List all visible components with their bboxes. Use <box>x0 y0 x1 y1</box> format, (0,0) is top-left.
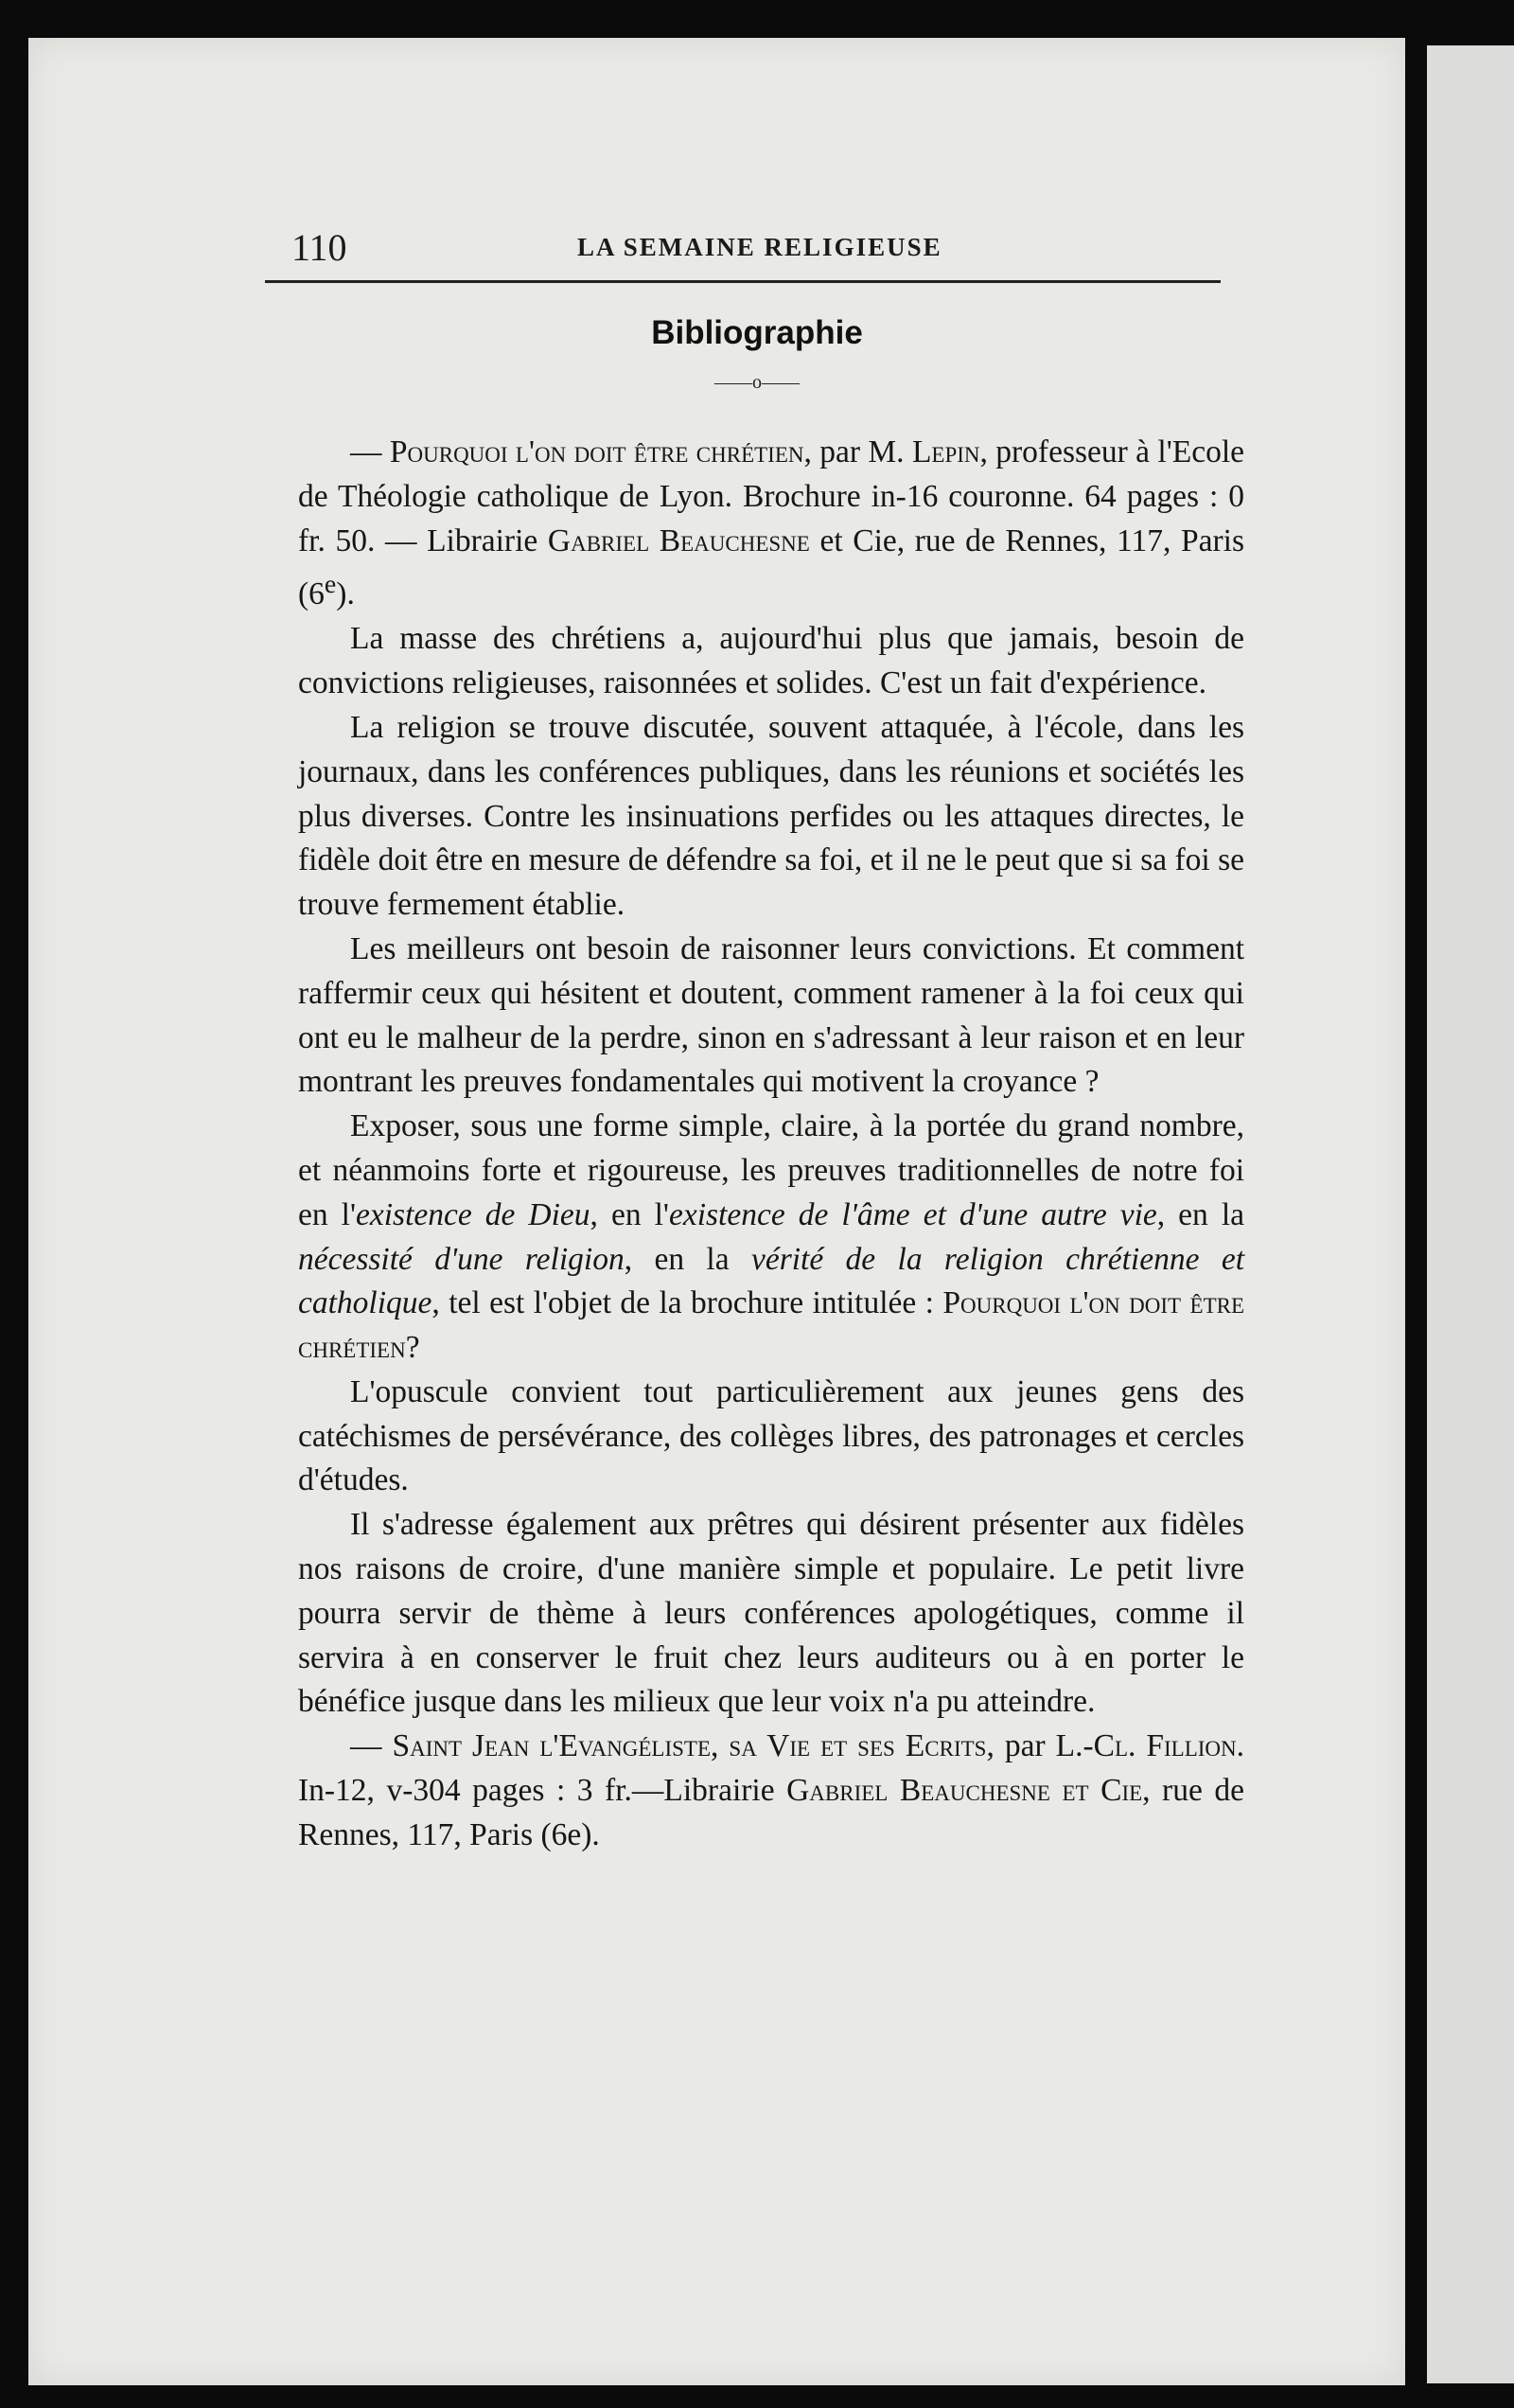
running-title: LA SEMAINE RELIGIEUSE <box>577 233 942 261</box>
page-number: 110 <box>291 226 347 269</box>
author-name: L.-Cl. Fillion <box>1055 1728 1237 1764</box>
title-ornament: ——o—— <box>714 372 800 393</box>
book-title: Pourquoi l'on doit être chrétien <box>389 434 804 469</box>
book-title: Saint Jean l'Evangéliste, sa Vie et ses Ecrits <box>392 1728 987 1764</box>
author-name: Lepin <box>911 434 980 469</box>
paragraph: La masse des chrétiens a, aujourd'hui plus que jamais, besoin de convictions religieuses, raisonnées et solides. C'est un fait d'expérience. <box>298 621 1244 701</box>
review-1-heading: — Pourquoi l'on doit être chrétien, par M. Lepin, professeur à l'Ecole de Théologie catholique de Lyon. Brochure in-16 couronne. 64 pages : 0 fr. 50. — Librairie Gabriel Beauchesne et Cie, rue de Rennes, 117, Paris (6e). <box>298 434 1245 612</box>
paragraph: Les meilleurs ont besoin de raisonner leurs convictions. Et comment raffermir ceux qui hésitent et doutent, comment ramener à la foi ceux qui ont eu le malheur de la perdre, sinon en s'adressant à leur raison et en leur montrant les preuves fondamentales qui motivent la croyance ? <box>298 930 1244 1100</box>
page-header <box>265 225 1221 283</box>
publisher-name: Gabriel Beauchesne et Cie <box>786 1773 1143 1809</box>
review-2-heading: — Saint Jean l'Evangéliste, sa Vie et ses Ecrits, par L.-Cl. Fillion. In-12, v-304 pages : 3 fr.—Librairie Gabriel Beauchesne et Cie, rue de Rennes, 117, Paris (6e). <box>298 1728 1245 1852</box>
paragraph: L'opuscule convient tout particulièrement aux jeunes gens des catéchismes de persévérance, des collèges libres, des patronages et cercles d'études. <box>298 1373 1244 1498</box>
article-body <box>298 431 1244 1858</box>
section-title: Bibliographie <box>651 314 863 351</box>
paragraph: Il s'adresse également aux prêtres qui désirent présenter aux fidèles nos raisons de croire, d'une manière simple et populaire. Le petit livre pourra servir de thème à leurs conférences apologétiques, comme il servira à en conserver le fruit chez leurs auditeurs ou à en porter le bénéfice jusque dans les milieux que leur voix n'a pu atteindre. <box>298 1507 1244 1720</box>
publisher-name: Gabriel Beauchesne <box>547 522 810 558</box>
paragraph: Exposer, sous une forme simple, claire, à la portée du grand nombre, et néanmoins forte et rigoureuse, les preuves traditionnelles de notre foi en l'existence de Dieu, en l'existence de l'âme et d'une autre vie, en la nécessité d'une religion, en la vérité de la religion chrétienne et catholique, tel est l'objet de la brochure intitulée : Pourquoi l'on doit être chrétien? <box>298 1108 1245 1366</box>
adjacent-page-edge <box>1427 45 1514 2383</box>
paragraph: La religion se trouve discutée, souvent attaquée, à l'école, dans les journaux, dans les conférences publiques, dans les réunions et sociétés les plus diverses. Contre les insinuations perfides ou les attaques directes, le fidèle doit être en mesure de défendre sa foi, et il ne le peut que si sa foi se trouve fermement établie. <box>298 709 1244 923</box>
